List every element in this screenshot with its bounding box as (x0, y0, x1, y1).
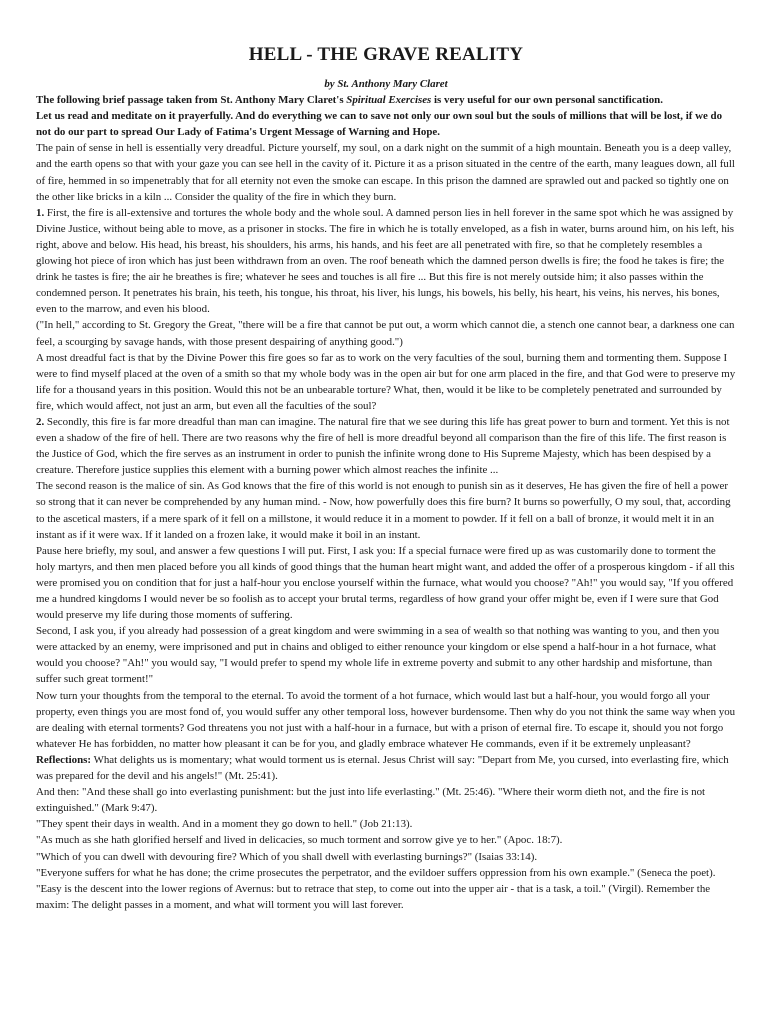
quote-seneca: "Everyone suffers for what he has done; the crime prosecutes the perpetrator, and the evildoer suffers oppression from his own example." (Seneca the poet). (36, 866, 716, 879)
intro-book-title: Spiritual Exercises (346, 94, 432, 107)
intro-text-b: is very useful for our own personal sanctification. (431, 94, 663, 107)
paragraph-pain-of-sense: The pain of sense in hell is essentially very dreadful. Picture yourself, my soul, on a dark night on the summit of a high mountain. Beneath you is a deep valley, and the earth opens so that with your gaze you can see hell in the cavity of it. Picture it as a prison situated in the centre of the earth, many leagues down, all full of fire, hemmed in so impenetrably that for all eternity not even the smoke can escape. In this prison the damned are sprawled out and packed so tightly one on the other like bricks in a kiln ... Consider the quality of the fire in which they burn. (36, 142, 735, 203)
intro-paragraph-1 (36, 92, 736, 108)
intro-text-a: The following brief passage taken from St. Anthony Mary Claret's (36, 94, 347, 107)
quote-matthew-mark: And then: "And these shall go into everlasting punishment: but the just into life everlasting." (Mt. 25:46). "Where their worm dieth not, and the fire is not extinguished." (Mark 9:47). (36, 786, 706, 815)
paragraph-pause: Pause here briefly, my soul, and answer a few questions I will put. First, I ask you: If a special furnace were fired up as was customarily done to torment the holy martyrs, and then men placed before you all kinds of good things that the human heart might want, and added the offer of a prosperous kingdom - if all this were promised you on condition that for just a half-hour you enclose yourself within the furnace, what would you choose? "Ah!" you would say, "If you offered me a hundred kingdoms I would never be so foolish as to accept your brutal terms, regardless of how grand your offer might be, even if I were sure that God would preserve my life during those moments of suffering. (36, 544, 735, 622)
reflections-text: What delights us is momentary; what would torment us is eternal. Jesus Christ will say: "Depart from Me, you cursed, into everlasting fire, which was prepared for the devil and his angels!" (Mt. 25:41). (36, 753, 729, 783)
paragraph-gregory-quote: ("In hell," according to St. Gregory the Great, "there will be a fire that cannot be put out, a worm which cannot die, a stench one cannot bear, a darkness one can feel, a scourging by savage hands, with those present despairing of anything good.") (36, 319, 735, 348)
point-1-number: 1. (36, 206, 45, 219)
quote-job: "They spent their days in wealth. And in a moment they go down to hell." (Job 21:13). (36, 818, 413, 831)
point-1-text: First, the fire is all-extensive and tortures the whole body and the whole soul. A damned person lies in hell forever in the same spot which he was assigned by Divine Justice, without being able to move, as a prisoner in stocks. The fire in which he is totally enveloped, as a fish in water, burns around him, on his left, his right, above and below. His head, his breast, his shoulders, his arms, his hands, and his feet are all penetrated with fire, so that he completely resembles a glowing hot piece of iron which has just been withdrawn from an oven. The roof beneath which the damned person dwells is fire; the food he takes is fire; the drink he tastes is fire; the air he breathes is fire; whatever he sees and touches is all fire ... But this fire is not merely outside him; it also passes within the condemned person. It penetrates his brain, his teeth, his tongue, his throat, his liver, his lungs, his bowels, his belly, his heart, his veins, his nerves, his bones, even to the marrow, and even his blood. (36, 206, 735, 316)
paragraph-point-2 (36, 414, 736, 478)
paragraph-temporal-eternal: Now turn your thoughts from the temporal to the eternal. To avoid the torment of a hot furnace, which would last but a half-hour, you would forgo all your property, even things you are most fond of, you would suffer any other temporal loss, however burdensome. Then why do you not think the same way when you are dealing with eternal torments? God threatens you not just with a half-hour in a furnace, but with a prison of eternal fire. To escape it, should you not forgo whatever He has forbidden, no matter how pleasant it can be for you, and gladly embrace whatever He commands, even if it be extremely unpleasant? (36, 689, 736, 750)
paragraph-reflections (36, 752, 736, 784)
author-byline: by St. Anthony Mary Claret (324, 78, 448, 90)
paragraph-second-question: Second, I ask you, if you already had possession of a great kingdom and were swimming in a sea of wealth so that nothing was wanting to you, and then you were attacked by an enemy, were imprisoned and put in chains and obliged to either renounce your kingdom or else spend a half-hour in a hot furnace, what would you choose? "Ah!" you would say, "I would prefer to spend my whole life in extreme poverty and submit to any other hardship and misfortune, than suffer such great torment!" (36, 625, 720, 686)
quote-isaias: "Which of you can dwell with devouring fire? Which of you shall dwell with everlasting burnings?" (Isaias 33:14). (36, 850, 538, 863)
page-title: HELL - THE GRAVE REALITY (248, 44, 524, 65)
point-2-text: Secondly, this fire is far more dreadful than man can imagine. The natural fire that we see during this life has great power to burn and torment. Yet this is not even a shadow of the fire of hell. There are two reasons why the fire of hell is more dreadful beyond all comparison than the fire of this life. The first reason is the Justice of God, which the fire serves as an instrument in order to punish the infinite wrong done to His Supreme Majesty, which has been despised by a creature. Therefore justice supplies this element with a burning power which almost reaches the infinite ... (36, 415, 730, 477)
point-2-number: 2. (36, 415, 45, 428)
quote-apocalypse: "As much as she hath glorified herself and lived in delicacies, so much torment and sorrow give ye to her." (Apoc. 18:7). (36, 834, 563, 847)
intro-paragraph-2: Let us read and meditate on it prayerfully. And do everything we can to save not only our own soul but the souls of millions that will be lost, if we do not do our part to spread Our Lady of Fatima's Urgent Message of Warning and Hope. (36, 110, 723, 139)
paragraph-malice-of-sin: The second reason is the malice of sin. As God knows that the fire of this world is not enough to punish sin as it deserves, He has given the fire of hell a power so strong that it can never be comprehended by any human mind. - Now, how powerfully does this fire burn? It burns so powerfully, O my soul, that, according to the ascetical masters, if a mere spark of it fell on a millstone, it would reduce it in a moment to powder. If it fell on a ball of bronze, it would melt it in an instant as if it were wax. If it landed on a frozen lake, it would make it boil in an instant. (36, 480, 731, 541)
reflections-label: Reflections: (36, 753, 92, 766)
quote-virgil: "Easy is the descent into the lower regions of Avernus: but to retrace that step, to come out into the upper air - that is a task, a toil." (Virgil). Remember the maxim: The delight passes in a moment, and what will torment you will last forever. (36, 882, 711, 911)
paragraph-dreadful-fact: A most dreadful fact is that by the Divine Power this fire goes so far as to work on the very faculties of the soul, burning them and tormenting them. Suppose I were to find myself placed at the oven of a smith so that my whole body was in the open air but for one arm placed in the fire, and that God were to preserve my life for a thousand years in this position. Would this not be an unbearable torture? What, then, would it be like to be completely penetrated and surrounded by fire, which would affect, not just an arm, but even all the faculties of the soul? (36, 351, 736, 412)
paragraph-point-1 (36, 205, 736, 318)
